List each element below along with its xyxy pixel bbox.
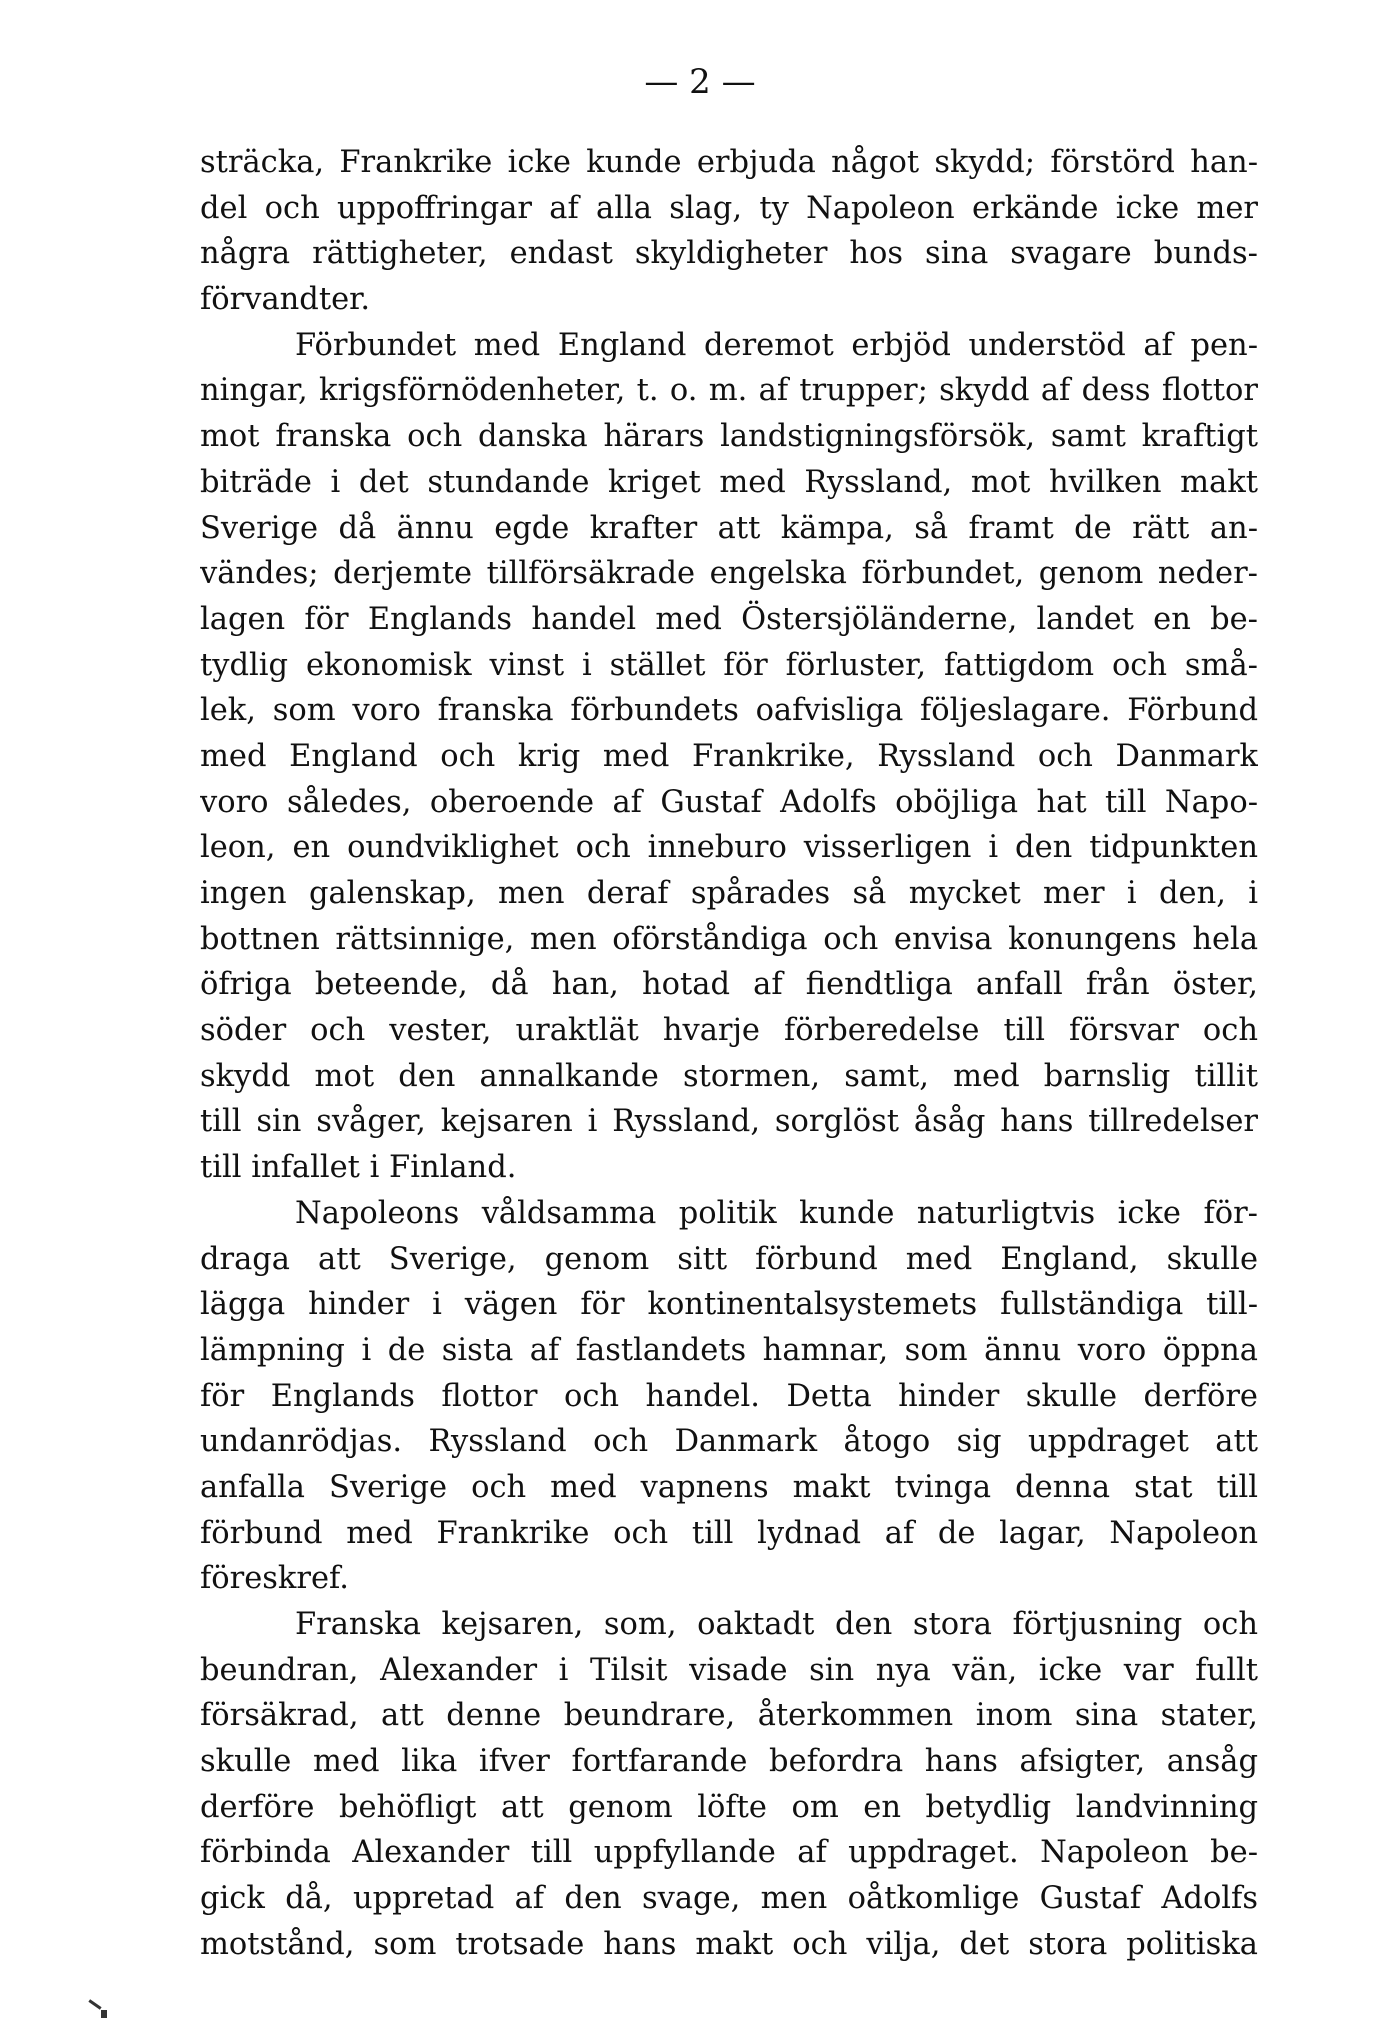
text-line: motstånd, som trotsade hans makt och vilja, det stora politiska xyxy=(200,1926,1258,1962)
body-text xyxy=(200,140,1258,1968)
text-line: lämpning i de sista af fastlandets hamnar, som ännu voro öppna xyxy=(200,1332,1258,1368)
text-line: ningar, krigsförnödenheter, t. o. m. af trupper; skydd af dess flottor xyxy=(200,373,1258,409)
text-line: förvandter. xyxy=(200,282,371,318)
text-line: några rättigheter, endast skyldigheter hos sina svagare bunds- xyxy=(200,236,1258,272)
text-line: derföre behöfligt att genom löfte om en betydlig landvinning xyxy=(200,1789,1258,1825)
text-line: för Englands flottor och handel. Detta hinder skulle derföre xyxy=(200,1378,1258,1414)
text-line: undanrödjas. Ryssland och Danmark åtogo sig uppdraget att xyxy=(200,1424,1258,1460)
text-line: ingen galenskap, men deraf spårades så mycket mer i den, i xyxy=(200,876,1258,911)
text-line: till sin svåger, kejsaren i Ryssland, sorglöst åsåg hans tillredelser xyxy=(200,1104,1258,1140)
text-line: lek, som voro franska förbundets oafvisliga följeslagare. Förbund xyxy=(200,693,1258,729)
text-line: skydd mot den annalkande stormen, samt, med barnslig tillit xyxy=(200,1058,1258,1094)
text-line: Sverige då ännu egde krafter att kämpa, så framt de rätt an- xyxy=(200,510,1258,546)
text-line: draga att Sverige, genom sitt förbund med England, skulle xyxy=(200,1241,1258,1277)
text-line: Napoleons våldsamma politik kunde naturligtvis icke för- xyxy=(295,1195,1258,1231)
paragraph xyxy=(200,140,1258,323)
text-line: med England och krig med Frankrike, Ryssland och Danmark xyxy=(200,738,1258,774)
paragraph xyxy=(200,1602,1258,1968)
text-line: sträcka, Frankrike icke kunde erbjuda något skydd; förstörd han- xyxy=(200,145,1258,180)
scan-speck xyxy=(88,1999,101,2009)
text-line: beundran, Alexander i Tilsit visade sin nya vän, icke var fullt xyxy=(200,1652,1258,1688)
text-line: Franska kejsaren, som, oaktadt den stora förtjusning och xyxy=(295,1607,1258,1642)
text-line: förbund med Frankrike och till lydnad af de lagar, Napoleon xyxy=(200,1515,1258,1551)
text-line: biträde i det stundande kriget med Ryssland, mot hvilken makt xyxy=(200,464,1258,500)
text-line: leon, en oundviklighet och inneburo visserligen i den tidpunkten xyxy=(200,830,1258,866)
text-line: vändes; derjemte tillförsäkrade engelska förbundet, genom neder- xyxy=(200,556,1258,592)
text-line: del och uppoffringar af alla slag, ty Napoleon erkände icke mer xyxy=(200,190,1258,226)
text-line: bottnen rättsinnige, men oförståndiga och envisa konungens hela xyxy=(200,921,1258,957)
text-line: anfalla Sverige och med vapnens makt tvinga denna stat till xyxy=(200,1469,1258,1505)
text-line: till infallet i Finland. xyxy=(200,1150,517,1186)
text-line: söder och vester, uraktlät hvarje förberedelse till försvar och xyxy=(200,1013,1258,1049)
text-line: öfriga beteende, då han, hotad af fiendtliga anfall från öster, xyxy=(200,967,1258,1003)
paragraph xyxy=(200,1191,1258,1602)
text-line: föreskref. xyxy=(200,1561,349,1597)
page-number: — 2 — xyxy=(644,62,756,102)
text-line: försäkrad, att denne beundrare, återkommen inom sina stater, xyxy=(200,1698,1258,1734)
text-line: Förbundet med England deremot erbjöd understöd af pen- xyxy=(295,327,1258,363)
text-line: tydlig ekonomisk vinst i stället för förluster, fattigdom och små- xyxy=(200,647,1258,683)
text-line: voro således, oberoende af Gustaf Adolfs oböjliga hat till Napo- xyxy=(200,784,1258,820)
text-line: mot franska och danska härars landstigningsförsök, samt kraftigt xyxy=(200,419,1258,455)
text-line: lagen för Englands handel med Östersjöländerne, landet en be- xyxy=(200,601,1258,637)
paragraph xyxy=(200,323,1258,1191)
text-line: skulle med lika ifver fortfarande befordra hans afsigter, ansåg xyxy=(200,1744,1258,1780)
text-line: förbinda Alexander till uppfyllande af uppdraget. Napoleon be- xyxy=(200,1835,1258,1871)
text-line: lägga hinder i vägen för kontinentalsystemets fullständiga till- xyxy=(200,1287,1258,1323)
scan-speck xyxy=(101,2010,107,2018)
text-line: gick då, uppretad af den svage, men oåtkomlige Gustaf Adolfs xyxy=(200,1881,1258,1917)
